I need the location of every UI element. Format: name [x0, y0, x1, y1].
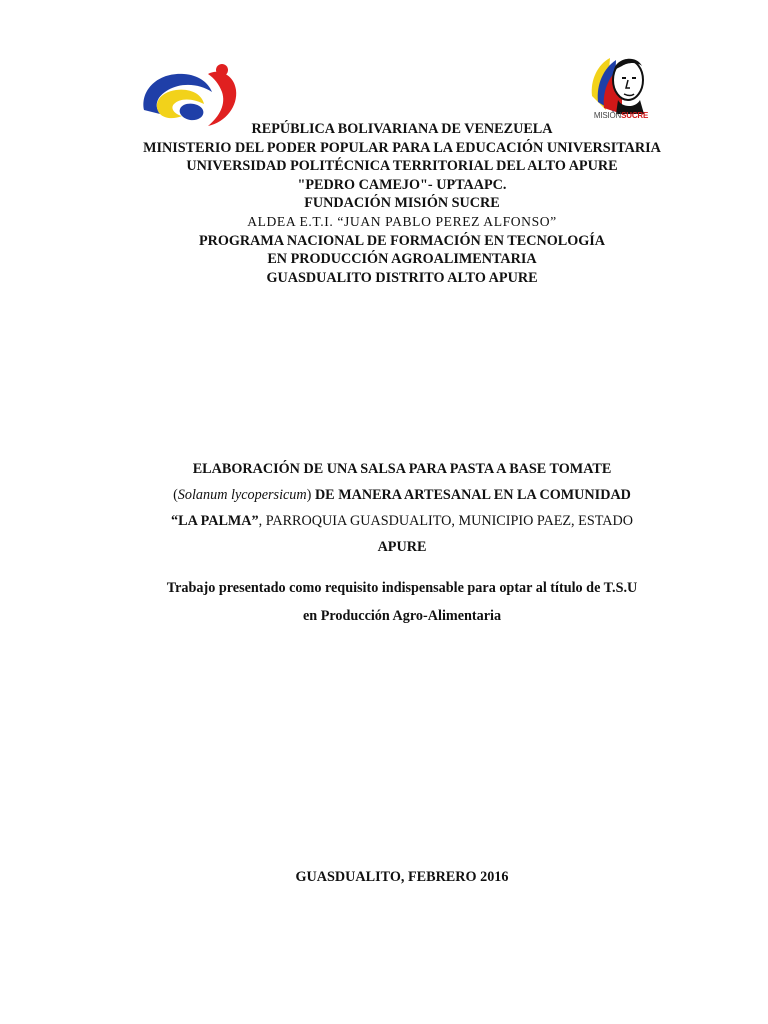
header-line-foundation: FUNDACIÓN MISIÓN SUCRE: [304, 195, 500, 212]
thesis-title: [80, 456, 724, 560]
title-line-2-rest: DE MANERA ARTESANAL EN LA COMUNIDAD: [311, 487, 631, 503]
title-line-2: [80, 482, 724, 508]
title-scientific-name: Solanum lycopersicum: [177, 487, 307, 503]
title-line-3-rest: , PARROQUIA GUASDUALITO, MUNICIPIO PAEZ, ESTADO: [258, 513, 633, 529]
title-community-name: “LA PALMA”: [171, 513, 259, 529]
place-date: GUASDUALITO, FEBRERO 2016: [295, 869, 509, 885]
title-line-4: APURE: [377, 539, 427, 555]
title-paren-open: (: [173, 487, 178, 503]
title-line-3: [80, 508, 724, 534]
subtitle-line-2: en Producción Agro-Alimentaria: [302, 608, 502, 624]
title-line-1: ELABORACIÓN DE UNA SALSA PARA PASTA A BASE TOMATE: [192, 461, 612, 477]
header-line-aldea: ALDEA E.T.I. “JUAN PABLO PEREZ ALFONSO”: [247, 213, 557, 229]
subtitle-line-1: Trabajo presentado como requisito indispensable para optar al título de T.S.U: [166, 580, 638, 596]
institution-header: [80, 120, 724, 287]
header-line-program: PROGRAMA NACIONAL DE FORMACIÓN EN TECNOLOGÍA: [198, 232, 606, 249]
thesis-subtitle: [80, 574, 724, 630]
header-line-program-area: EN PRODUCCIÓN AGROALIMENTARIA: [267, 251, 537, 268]
mision-sucre-logo-label: [590, 111, 652, 120]
title-paren-close: ): [306, 487, 312, 503]
header-line-acronym: "PEDRO CAMEJO"- UPTAAPC.: [297, 176, 507, 193]
header-line-university: UNIVERSIDAD POLITÉCNICA TERRITORIAL DEL ALTO APURE: [186, 158, 618, 175]
header-line-location: GUASDUALITO DISTRITO ALTO APURE: [266, 269, 538, 286]
header-line-ministry: MINISTERIO DEL PODER POPULAR PARA LA EDUCACIÓN UNIVERSITARIA: [143, 139, 661, 156]
logo-text-sucre: SUCRE: [621, 111, 649, 120]
header-line-republic: REPÚBLICA BOLIVARIANA DE VENEZUELA: [251, 121, 553, 137]
logo-text-mision: MISIÓN: [593, 111, 622, 120]
